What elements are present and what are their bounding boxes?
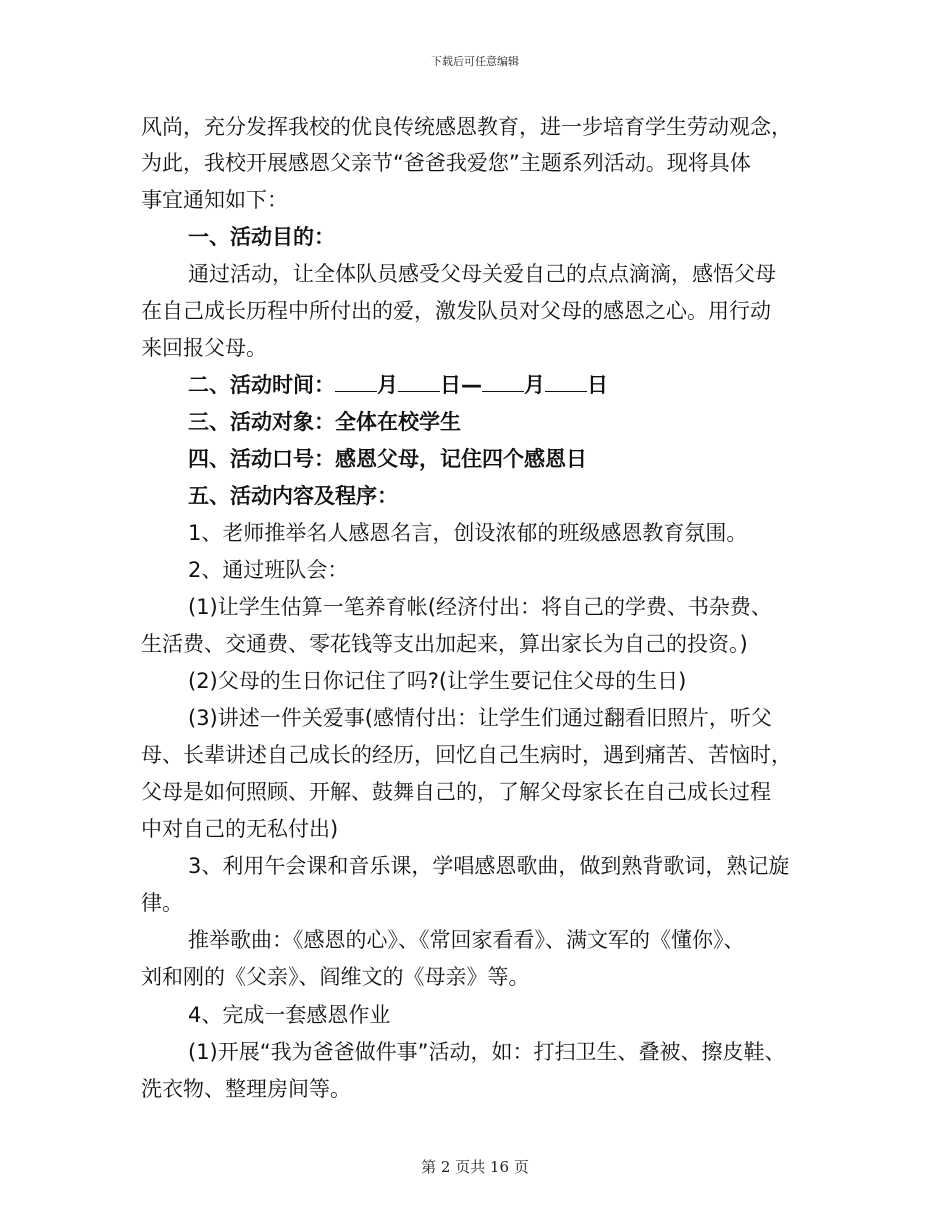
blank-field — [335, 371, 377, 392]
paragraph-line: 通过活动，让全体队员感受父母关爱自己的点点滴滴，感悟父母 — [188, 262, 776, 286]
paragraph-line: 洗衣物、整理房间等。 — [141, 1077, 351, 1101]
time-label: 二、活动时间： — [188, 373, 335, 397]
page-header: 下载后可任意编辑 — [431, 55, 519, 68]
paragraph-line: (2)父母的生日你记住了吗?(让学生要记住父母的生日) — [188, 669, 687, 693]
paragraph-line: 3、利用午会课和音乐课，学唱感恩歌曲，做到熟背歌词，熟记旋 — [188, 854, 790, 878]
paragraph-line: 4、完成一套感恩作业 — [188, 1003, 391, 1027]
paragraph-line: 律。 — [141, 891, 183, 915]
paragraph-line: 事宜通知如下： — [141, 188, 288, 212]
paragraph-line: 为此，我校开展感恩父亲节“爸爸我爱您”主题系列活动。现将具体 — [141, 151, 751, 175]
paragraph-line: 生活费、交通费、零花钱等支出加起来，算出家长为自己的投资。) — [141, 632, 748, 656]
paragraph-line: 刘和刚的《父亲》、阎维文的《母亲》等。 — [141, 965, 530, 989]
paragraph-line: 推举歌曲：《感恩的心》、《常回家看看》、满文军的《懂你》、 — [188, 928, 745, 952]
paragraph-line: 2、通过班队会： — [188, 558, 349, 582]
paragraph-line: 母、长辈讲述自己成长的经历，回忆自己生病时，遇到痛苦、苦恼时， — [141, 743, 792, 767]
paragraph-line: (1)让学生估算一笔养育帐(经济付出：将自己的学费、书杂费、 — [188, 595, 772, 619]
paragraph-line: 在自己成长历程中所付出的爱，激发队员对父母的感恩之心。用行动 — [141, 299, 771, 323]
day-label: 日 — [587, 373, 608, 397]
day-label: 日— — [440, 373, 482, 397]
section-heading-time — [188, 370, 608, 400]
paragraph-line: 风尚，充分发挥我校的优良传统感恩教育，进一步培育学生劳动观念， — [141, 115, 792, 139]
paragraph-line: (1)开展“我为爸爸做件事”活动，如：打扫卫生、叠被、擦皮鞋、 — [188, 1040, 786, 1064]
blank-field — [545, 371, 587, 392]
month-label: 月 — [377, 373, 398, 397]
section-heading: 五、活动内容及程序： — [188, 484, 398, 508]
blank-field — [398, 371, 440, 392]
page-footer: 第 2 页共 16 页 — [421, 1158, 529, 1176]
section-heading: 一、活动目的： — [188, 225, 335, 249]
paragraph-line: (3)讲述一件关爱事(感情付出：让学生们通过翻看旧照片，听父 — [188, 706, 772, 730]
paragraph-line: 来回报父母。 — [141, 336, 267, 360]
section-heading: 三、活动对象：全体在校学生 — [188, 410, 461, 434]
section-heading: 四、活动口号：感恩父母，记住四个感恩日 — [188, 447, 587, 471]
blank-field — [482, 371, 524, 392]
paragraph-line: 1、老师推举名人感恩名言，创设浓郁的班级感恩教育氛围。 — [188, 521, 748, 545]
paragraph-line: 中对自己的无私付出) — [141, 817, 339, 841]
month-label: 月 — [524, 373, 545, 397]
paragraph-line: 父母是如何照顾、开解、鼓舞自己的，了解父母家长在自己成长过程 — [141, 780, 771, 804]
